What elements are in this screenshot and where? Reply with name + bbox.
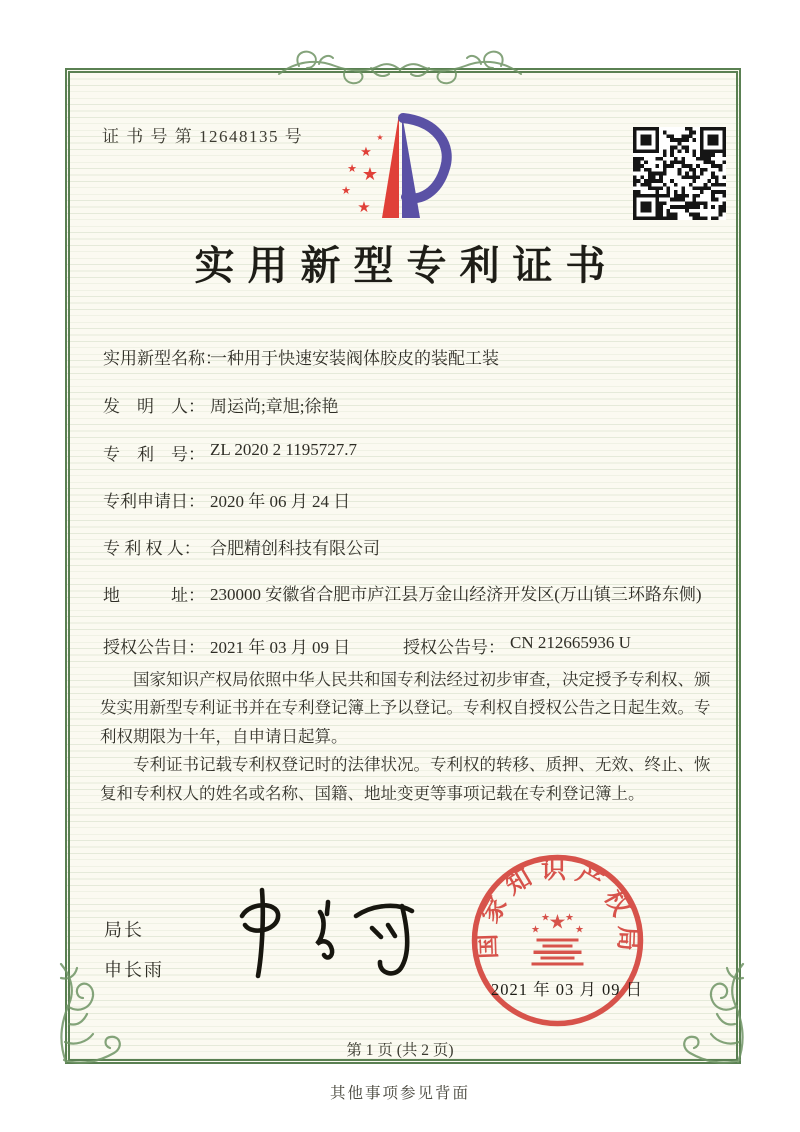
field-row-address [103, 581, 702, 606]
field-value: CN 212665936 U [510, 633, 631, 652]
svg-text:★: ★ [361, 164, 379, 184]
field-label: 授权公告日： [103, 638, 205, 657]
field-label: 专 利 号： [103, 445, 205, 464]
svg-text:★: ★ [360, 144, 372, 159]
field-label: 地 址： [103, 586, 205, 605]
field-value: 230000 安徽省合肥市庐江县万金山经济开发区(万山镇三环路东侧) [210, 585, 702, 604]
svg-text:★: ★ [531, 924, 540, 936]
back-side-note: 其他事项参见背面 [329, 1085, 470, 1102]
field-row-filing-date [103, 487, 351, 512]
svg-text:国家知识产权局 [473, 856, 642, 959]
svg-text:★: ★ [565, 912, 574, 924]
field-label: 发 明 人： [103, 397, 205, 416]
qr-code [633, 127, 726, 220]
commissioner-title-label: 局长 [104, 920, 144, 940]
field-row-patentee [103, 534, 380, 559]
legal-text-block [100, 666, 720, 808]
page-number: 第 1 页 (共 2 页) [346, 1042, 454, 1059]
field-value: 2020 年 06 月 24 日 [210, 492, 351, 511]
field-row-grant-publication [103, 633, 631, 658]
svg-text:★: ★ [575, 924, 584, 936]
commissioner-name-label: 申长雨 [104, 960, 164, 980]
grant-date-under-seal: 2021 年 03 月 09 日 [491, 980, 644, 999]
svg-text:★: ★ [357, 200, 371, 216]
cnipa-logo-icon [336, 110, 466, 228]
field-value: 合肥精创科技有限公司 [210, 539, 380, 558]
official-seal-stamp-icon [460, 843, 655, 1038]
legal-paragraph-1: 国家知识产权局依照中华人民共和国专利法经过初步审查，决定授予专利权、颁发实用新型专利证书并在专利登记簿上予以登记。专利权自授权公告之日起生效。专利权期限为十年，自申请日起算。 [100, 670, 711, 746]
certificate-number: 证 书 号 第 12648135 号 [102, 127, 304, 146]
field-value: ZL 2020 2 1195727.7 [210, 440, 358, 459]
svg-text:★: ★ [341, 185, 351, 197]
field-value: 一种用于快速安装阀体胶皮的装配工装 [210, 349, 499, 368]
svg-text:★: ★ [548, 911, 567, 934]
field-row-patent-number [103, 440, 358, 465]
field-label: 实用新型名称： [103, 349, 222, 368]
field-row-invention-name [103, 344, 499, 369]
legal-paragraph-2: 专利证书记载专利权登记时的法律状况。专利权的转移、质押、无效、终止、恢复和专利权人的姓名或名称、国籍、地址变更等事项记载在专利登记簿上。 [100, 755, 711, 803]
seal-text: 国家知识产权局 [474, 857, 641, 960]
field-row-inventors [103, 392, 339, 417]
field-label: 专利申请日： [103, 492, 205, 511]
svg-text:★: ★ [541, 912, 550, 924]
field-value: 2021 年 03 月 09 日 [210, 638, 351, 657]
svg-text:★: ★ [376, 133, 384, 142]
handwritten-signature-icon [228, 878, 440, 990]
field-label: 授权公告号： [403, 638, 505, 657]
svg-text:★: ★ [347, 163, 357, 175]
field-value: 周运尚;章旭;徐艳 [210, 397, 339, 416]
field-label: 专 利 权 人： [103, 539, 201, 558]
certificate-title: 实用新型专利证书 [194, 243, 619, 288]
